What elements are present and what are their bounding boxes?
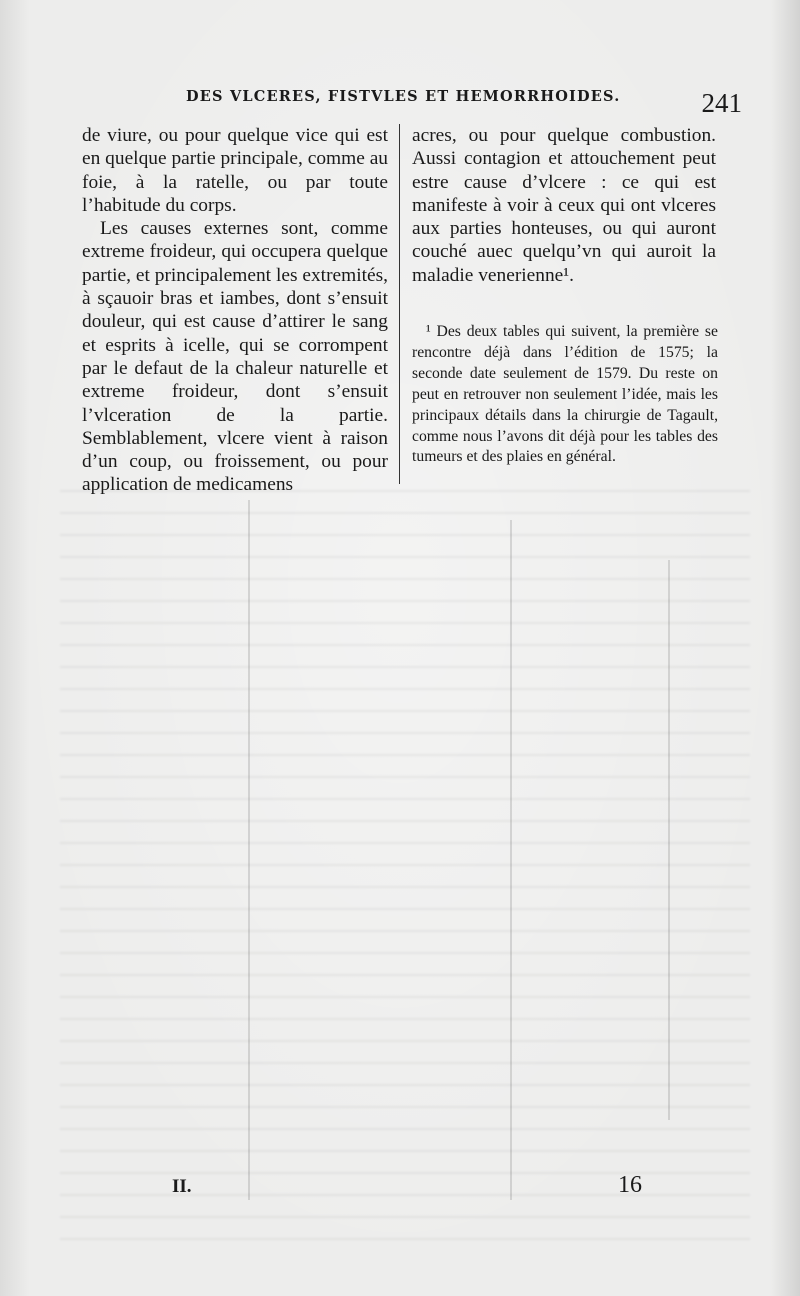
signature-mark: II. xyxy=(172,1176,192,1197)
bleed-through-brace xyxy=(510,520,512,1200)
bleed-through-table xyxy=(60,480,750,1240)
right-paragraph: acres, ou pour quelque combustion. Aussi contagion et attouchement peut estre cause d’vlcere : ce qui est manifeste à voir à ceux qui ont vlceres aux parties honteuses, ou qui auront couché auec quelqu’vn qui auroit la maladie venerienne¹. xyxy=(412,125,716,286)
footnote-text: ¹ Des deux tables qui suivent, la première se rencontre déjà dans l’édition de 1575; la seconde date seulement de 1579. Du reste on peut en retrouver non seulement l’idée, mais les principaux détails dans la chirurgie de Tagault, comme nous l’avons dit déjà pour les tables des tumeurs et des plaies en général. xyxy=(412,323,718,466)
bleed-through-brace xyxy=(248,500,250,1200)
left-paragraph: de viure, ou pour quelque vice qui est en quelque partie principale, comme au foie, à la ratelle, ou par toute l’habitude du corps. xyxy=(82,125,388,216)
footnote xyxy=(412,322,718,468)
left-paragraph: Les causes externes sont, comme extreme froideur, qui occupera quelque partie, et principalement les extremités, à sçauoir bras et iambes, dont s’ensuit douleur, qui est cause d’attirer le sang et esprits à icelle, qui se corrompent par le defaut de la chaleur naturelle et extreme froideur, dont s’ensuit l’vlceration de la partie. Semblablement, vlcere vient à raison d’un coup, ou froissement, ou pour application de medicamens xyxy=(82,218,388,496)
right-column xyxy=(412,124,716,287)
page-number: 241 xyxy=(701,88,742,118)
left-column xyxy=(82,124,388,497)
running-title: DES VLCERES, FISTVLES ET HEMORRHOIDES. xyxy=(186,88,621,105)
bleed-through-brace xyxy=(668,560,670,1120)
sheet-number: 16 xyxy=(618,1172,642,1198)
column-rule xyxy=(399,124,400,484)
